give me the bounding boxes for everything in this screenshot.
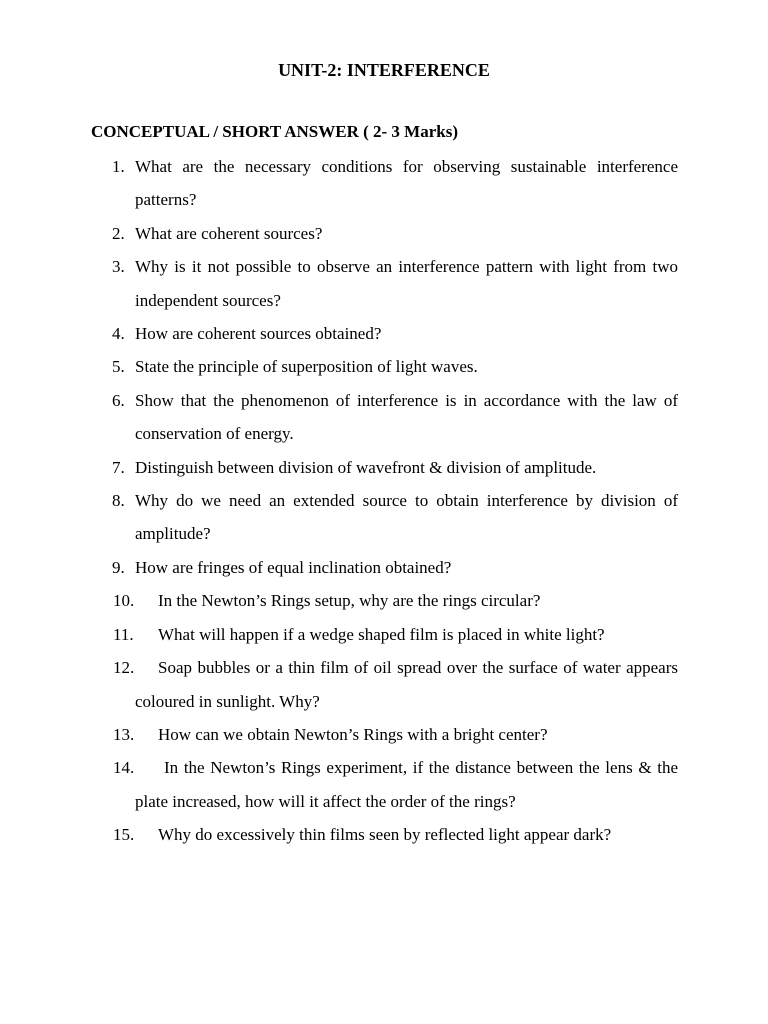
question-item — [108, 584, 678, 617]
question-list — [108, 150, 678, 852]
question-number: 3. — [112, 257, 125, 277]
question-item — [108, 551, 678, 584]
question-item — [108, 250, 678, 317]
question-text: Show that the phenomenon of interference is in accordance with the law of conservation of energy. — [135, 390, 678, 444]
question-item — [108, 818, 678, 851]
question-item — [108, 484, 678, 551]
question-item — [108, 451, 678, 484]
question-number: 5. — [112, 357, 125, 377]
question-item — [108, 384, 678, 451]
question-text: Why is it not possible to observe an interference pattern with light from two independent sources? — [135, 257, 678, 310]
page-title: UNIT-2: INTERFERENCE — [278, 60, 490, 80]
question-number: 8. — [112, 491, 125, 511]
question-item — [108, 217, 678, 250]
question-text: Soap bubbles or a thin film of oil spread over the surface of water appears coloured in sunlight. Why? — [135, 658, 678, 711]
question-text: State the principle of superposition of light waves. — [135, 357, 478, 377]
question-number: 10. — [113, 591, 135, 611]
question-text: In the Newton’s Rings experiment, if the distance between the lens & the plate increased, how will it affect the order of the rings? — [135, 758, 678, 811]
question-number: 14. — [113, 758, 135, 778]
question-number: 13. — [113, 724, 135, 744]
question-number: 9. — [112, 557, 125, 577]
question-number: 4. — [112, 324, 125, 344]
question-number: 6. — [112, 390, 125, 410]
question-number: 2. — [112, 223, 125, 243]
question-text: What are coherent sources? — [135, 223, 323, 243]
question-item — [108, 350, 678, 383]
question-text: Why do excessively thin films seen by reflected light appear dark? — [158, 825, 612, 845]
question-text: How can we obtain Newton’s Rings with a bright center? — [158, 724, 548, 744]
question-number: 15. — [113, 825, 135, 845]
question-text: Why do we need an extended source to obtain interference by division of amplitude? — [135, 491, 678, 544]
question-text: How are coherent sources obtained? — [135, 324, 382, 344]
question-text: What are the necessary conditions for observing sustainable interference patterns? — [135, 157, 678, 210]
question-number: 11. — [113, 624, 134, 644]
question-text: What will happen if a wedge shaped film is placed in white light? — [158, 624, 605, 644]
question-item — [108, 751, 678, 818]
section-heading: CONCEPTUAL / SHORT ANSWER ( 2- 3 Marks) — [91, 122, 458, 141]
question-text: How are fringes of equal inclination obtained? — [135, 557, 452, 577]
question-item — [108, 651, 678, 718]
question-item — [108, 718, 678, 751]
question-item — [108, 317, 678, 350]
question-item — [108, 150, 678, 217]
question-text: In the Newton’s Rings setup, why are the rings circular? — [158, 591, 541, 611]
question-item — [108, 618, 678, 651]
question-number: 12. — [113, 658, 135, 678]
question-text: Distinguish between division of wavefront & division of amplitude. — [135, 457, 597, 477]
question-number: 7. — [112, 457, 125, 477]
question-number: 1. — [112, 157, 125, 176]
